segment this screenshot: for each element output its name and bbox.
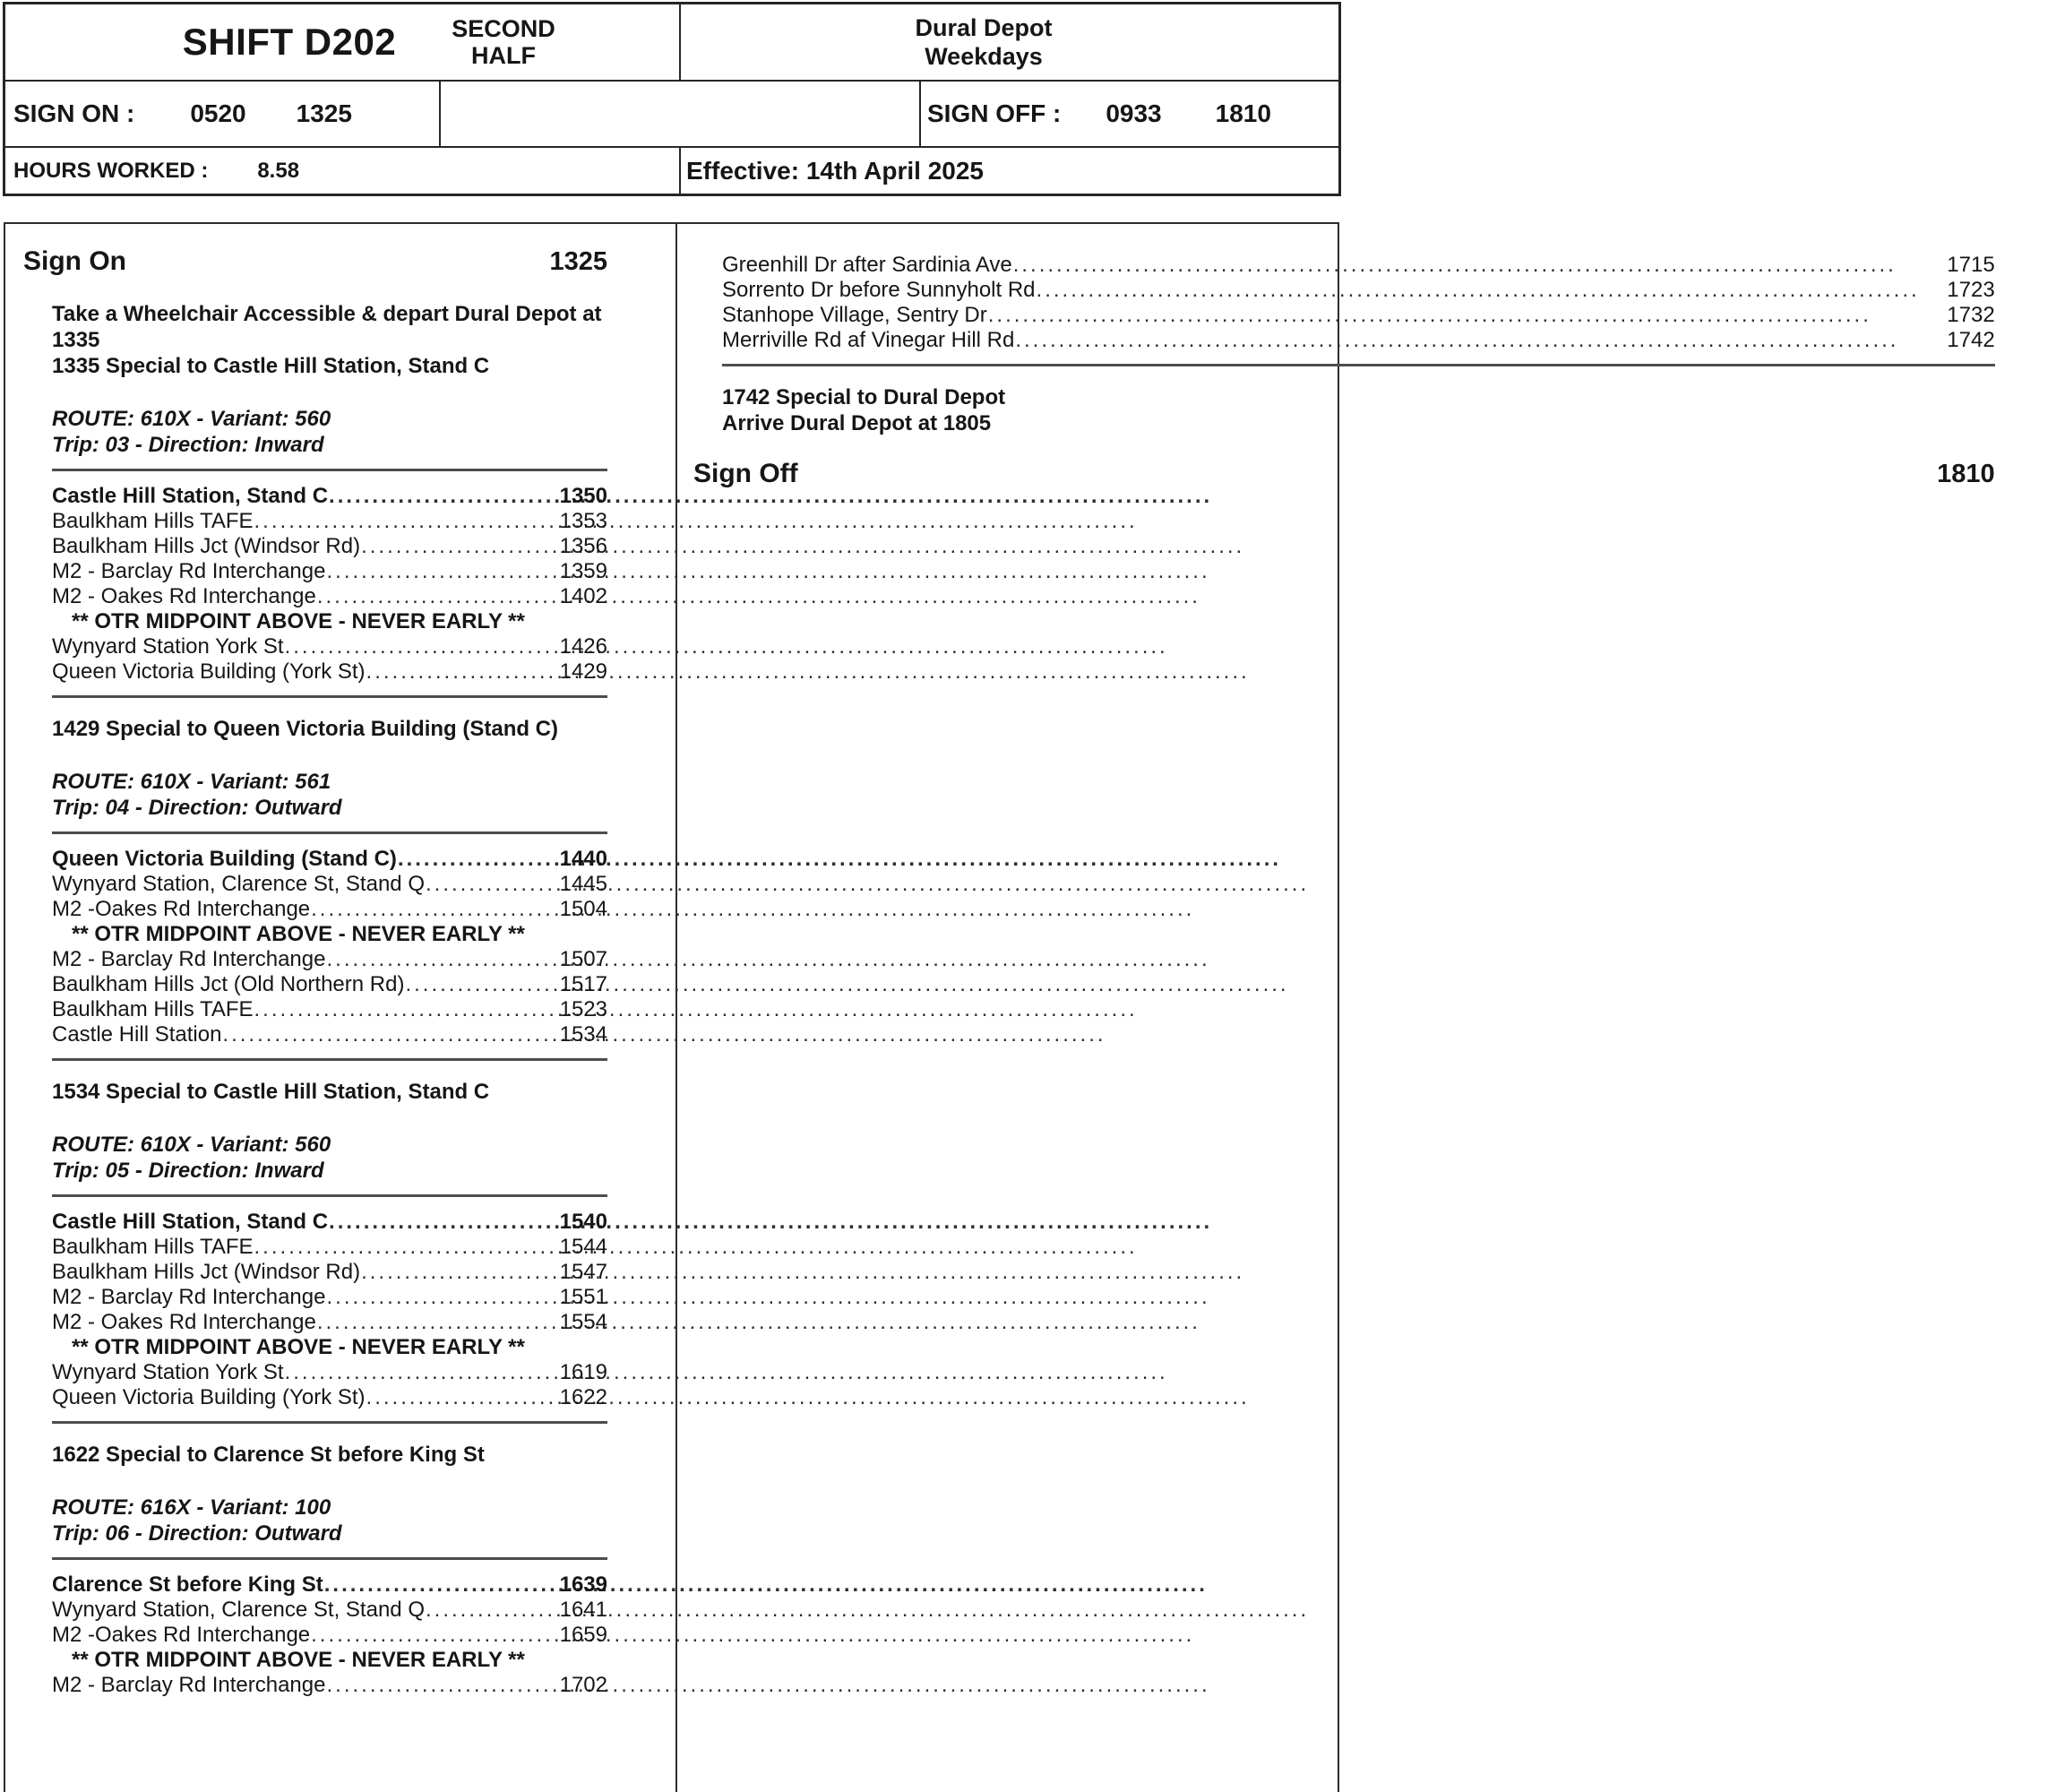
stop-list xyxy=(52,484,607,685)
section-rule xyxy=(52,1194,607,1197)
section-rule xyxy=(52,695,607,698)
header-empty-cell xyxy=(441,82,921,146)
shift-detail-box xyxy=(4,222,1995,1792)
midpoint-note: ** OTR MIDPOINT ABOVE - NEVER EARLY ** xyxy=(72,1335,525,1359)
sign-on-time-1: 0520 xyxy=(190,99,246,127)
section-rule xyxy=(52,1557,607,1560)
dot-leader xyxy=(324,1572,532,1598)
left-column xyxy=(5,224,675,1792)
stop-name: Queen Victoria Building (York St) xyxy=(52,659,366,684)
stop-row xyxy=(52,634,607,659)
stop-row xyxy=(52,509,607,534)
stop-row xyxy=(52,897,607,922)
dot-leader xyxy=(426,872,532,897)
stop-time: 1551 xyxy=(559,1285,607,1309)
stop-name: Baulkham Hills TAFE xyxy=(52,509,254,533)
note-line: 1429 Special to Queen Victoria Building (Stand C) xyxy=(52,717,559,741)
stop-time: 1742 xyxy=(1947,328,1995,352)
route-info-line: ROUTE: 610X - Variant: 561 xyxy=(52,770,331,794)
header-sign-row xyxy=(5,82,1338,148)
stop-name: Wynyard Station, Clarence St, Stand Q xyxy=(52,1598,425,1622)
dot-leader xyxy=(329,1210,532,1235)
dot-leader xyxy=(254,1235,532,1260)
stop-row xyxy=(52,584,607,609)
half-line-1: SECOND xyxy=(452,15,555,42)
stop-name: M2 - Barclay Rd Interchange xyxy=(52,947,326,971)
stop-name: Wynyard Station, Clarence St, Stand Q xyxy=(52,872,425,896)
stop-time: 1440 xyxy=(559,847,607,871)
stop-time: 1619 xyxy=(559,1360,607,1384)
stop-name: M2 - Barclay Rd Interchange xyxy=(52,559,326,583)
stop-name: Queen Victoria Building (Stand C) xyxy=(52,847,397,871)
stop-name: Baulkham Hills TAFE xyxy=(52,1235,254,1259)
section-rule xyxy=(52,831,607,834)
stop-list xyxy=(722,253,1995,353)
stop-name: M2 -Oakes Rd Interchange xyxy=(52,897,311,921)
stop-time: 1429 xyxy=(559,659,607,684)
stop-row xyxy=(52,1360,607,1385)
midpoint-note: ** OTR MIDPOINT ABOVE - NEVER EARLY ** xyxy=(72,1648,525,1672)
dot-leader xyxy=(285,634,532,659)
route-info-block xyxy=(52,769,607,821)
route-info-line: Trip: 04 - Direction: Outward xyxy=(52,796,342,820)
effective-date-cell xyxy=(681,148,1338,194)
route-info-block xyxy=(52,1495,607,1546)
stop-time: 1507 xyxy=(559,947,607,971)
route-info-line: Trip: 03 - Direction: Inward xyxy=(52,433,324,457)
depot-line-2: Weekdays xyxy=(925,43,1043,70)
route-info-block xyxy=(52,1132,607,1184)
stop-row xyxy=(52,1598,607,1623)
stop-name: Baulkham Hills Jct (Windsor Rd) xyxy=(52,534,361,558)
stop-time: 1715 xyxy=(1947,253,1995,277)
sign-off-heading xyxy=(693,458,1995,490)
stop-row xyxy=(722,278,1995,303)
shift-half-label xyxy=(434,15,573,69)
stop-name: M2 - Oakes Rd Interchange xyxy=(52,1310,316,1334)
stop-name: Baulkham Hills Jct (Old Northern Rd) xyxy=(52,972,405,996)
stop-list xyxy=(52,1572,607,1698)
stop-time: 1359 xyxy=(559,559,607,583)
note-line: 1335 Special to Castle Hill Station, Stand C xyxy=(52,354,490,378)
stop-row xyxy=(52,1260,607,1285)
stop-row xyxy=(722,303,1995,328)
stop-time: 1639 xyxy=(559,1572,607,1597)
sign-off-time-2: 1810 xyxy=(1215,99,1271,127)
stop-row xyxy=(52,534,607,559)
note-line: 1534 Special to Castle Hill Station, Stand C xyxy=(52,1080,490,1104)
stop-time: 1732 xyxy=(1947,303,1995,327)
stop-row xyxy=(52,1022,607,1047)
section-rule xyxy=(722,364,1995,366)
sign-on-heading xyxy=(23,246,607,278)
stop-row xyxy=(52,872,607,897)
dot-leader xyxy=(1015,328,1919,353)
route-info-line: Trip: 06 - Direction: Outward xyxy=(52,1521,342,1546)
stop-name: M2 - Barclay Rd Interchange xyxy=(52,1673,326,1697)
stop-name: M2 -Oakes Rd Interchange xyxy=(52,1623,311,1647)
shift-title-cell xyxy=(5,4,681,80)
stop-row xyxy=(52,1285,607,1310)
stop-row xyxy=(52,1385,607,1410)
sign-on-heading-label: Sign On xyxy=(23,246,126,276)
stop-row xyxy=(52,1210,607,1235)
left-segments xyxy=(52,301,607,1698)
depot-cell xyxy=(681,4,1338,80)
stop-list xyxy=(52,1210,607,1410)
stop-time: 1517 xyxy=(559,972,607,996)
route-info-line: ROUTE: 616X - Variant: 100 xyxy=(52,1495,331,1520)
sign-off-time-1: 0933 xyxy=(1106,99,1162,127)
dot-leader xyxy=(326,1673,532,1698)
stop-row xyxy=(52,1572,607,1598)
hours-worked-cell xyxy=(5,148,681,194)
stop-name: Sorrento Dr before Sunnyholt Rd xyxy=(722,278,1036,302)
stop-row xyxy=(52,997,607,1022)
dot-leader xyxy=(398,847,532,872)
effective-date: Effective: 14th April 2025 xyxy=(686,156,984,185)
dot-leader xyxy=(254,997,532,1022)
stop-row xyxy=(52,1623,607,1648)
stop-time: 1402 xyxy=(559,584,607,608)
stop-time: 1659 xyxy=(559,1623,607,1647)
stop-row xyxy=(52,1235,607,1260)
hours-worked-label: HOURS WORKED : xyxy=(13,158,209,183)
sign-off-label: SIGN OFF : xyxy=(927,99,1062,127)
note-line: 1335 xyxy=(52,328,100,352)
dot-leader xyxy=(222,1022,532,1047)
sign-on-label: SIGN ON : xyxy=(13,99,135,127)
note-block xyxy=(52,716,607,742)
stop-time: 1426 xyxy=(559,634,607,659)
header-table xyxy=(3,2,1341,196)
note-block xyxy=(722,384,1995,436)
stop-name: Clarence St before King St xyxy=(52,1572,323,1597)
stop-row xyxy=(722,328,1995,353)
midpoint-note: ** OTR MIDPOINT ABOVE - NEVER EARLY ** xyxy=(72,609,525,633)
stop-time: 1350 xyxy=(559,484,607,508)
stop-time: 1544 xyxy=(559,1235,607,1259)
stop-name: Castle Hill Station xyxy=(52,1022,222,1047)
stop-list xyxy=(52,847,607,1047)
dot-leader xyxy=(1037,278,1920,303)
stop-time: 1723 xyxy=(1947,278,1995,302)
dot-leader xyxy=(366,659,532,685)
dot-leader xyxy=(426,1598,532,1623)
dot-leader xyxy=(361,1260,532,1285)
right-column xyxy=(675,224,2065,1792)
stop-time: 1554 xyxy=(559,1310,607,1334)
stop-time: 1641 xyxy=(559,1598,607,1622)
dot-leader xyxy=(361,534,532,559)
dot-leader xyxy=(1013,253,1920,278)
stop-name: Wynyard Station York St xyxy=(52,1360,284,1384)
note-block xyxy=(52,1079,607,1105)
route-info-block xyxy=(52,406,607,458)
stop-row xyxy=(52,1310,607,1335)
sign-on-heading-time: 1325 xyxy=(549,247,607,276)
stop-name: Wynyard Station York St xyxy=(52,634,284,659)
route-info-line: ROUTE: 610X - Variant: 560 xyxy=(52,1133,331,1157)
dot-leader xyxy=(311,1623,532,1648)
dot-leader xyxy=(988,303,1920,328)
stop-name: Merriville Rd af Vinegar Hill Rd xyxy=(722,328,1015,352)
dot-leader xyxy=(285,1360,532,1385)
stop-row xyxy=(52,972,607,997)
section-rule xyxy=(52,1421,607,1424)
hours-worked-value: 8.58 xyxy=(257,158,300,183)
note-line: Take a Wheelchair Accessible & depart Dural Depot at xyxy=(52,302,602,326)
note-line: 1742 Special to Dural Depot xyxy=(722,385,1006,409)
midpoint-note: ** OTR MIDPOINT ABOVE - NEVER EARLY ** xyxy=(72,922,525,946)
dot-leader xyxy=(326,1285,532,1310)
right-segments xyxy=(722,253,1995,436)
stop-time: 1356 xyxy=(559,534,607,558)
stop-name: Greenhill Dr after Sardinia Ave xyxy=(722,253,1012,277)
stop-time: 1540 xyxy=(559,1210,607,1234)
header-hours-row xyxy=(5,148,1338,194)
stop-time: 1622 xyxy=(559,1385,607,1409)
sign-on-time-2: 1325 xyxy=(296,99,352,127)
stop-name: Stanhope Village, Sentry Dr xyxy=(722,303,987,327)
stop-row xyxy=(52,559,607,584)
section-rule xyxy=(52,469,607,471)
sign-on-cell xyxy=(5,82,441,146)
dot-leader xyxy=(326,559,532,584)
stop-time: 1534 xyxy=(559,1022,607,1047)
stop-row xyxy=(52,1673,607,1698)
section-rule xyxy=(52,1058,607,1061)
stop-time: 1504 xyxy=(559,897,607,921)
dot-leader xyxy=(366,1385,532,1410)
stop-row xyxy=(52,947,607,972)
stop-name: Castle Hill Station, Stand C xyxy=(52,1210,329,1234)
stop-row xyxy=(52,659,607,685)
stop-name: Castle Hill Station, Stand C xyxy=(52,484,329,508)
stop-row xyxy=(722,253,1995,278)
header-title-row xyxy=(5,4,1338,82)
note-block xyxy=(52,301,607,379)
dot-leader xyxy=(317,1310,532,1335)
sign-off-heading-label: Sign Off xyxy=(693,459,798,488)
stop-name: Queen Victoria Building (York St) xyxy=(52,1385,366,1409)
stop-time: 1445 xyxy=(559,872,607,896)
stop-name: Baulkham Hills TAFE xyxy=(52,997,254,1021)
stop-time: 1702 xyxy=(559,1673,607,1697)
depot-line-1: Dural Depot xyxy=(915,14,1053,41)
stop-time: 1523 xyxy=(559,997,607,1021)
route-info-line: Trip: 05 - Direction: Inward xyxy=(52,1159,324,1183)
sign-off-cell xyxy=(921,82,1338,146)
sign-off-heading-time: 1810 xyxy=(1937,460,1995,488)
stop-row xyxy=(52,484,607,509)
shift-title: SHIFT D202 xyxy=(182,21,397,63)
note-block xyxy=(52,1442,607,1468)
route-info-line: ROUTE: 610X - Variant: 560 xyxy=(52,407,331,431)
note-line: 1622 Special to Clarence St before King St xyxy=(52,1443,485,1467)
half-line-2: HALF xyxy=(471,42,536,69)
stop-row xyxy=(52,847,607,872)
dot-leader xyxy=(317,584,532,609)
note-line: Arrive Dural Depot at 1805 xyxy=(722,411,992,435)
stop-time: 1353 xyxy=(559,509,607,533)
dot-leader xyxy=(405,972,532,997)
stop-name: Baulkham Hills Jct (Windsor Rd) xyxy=(52,1260,361,1284)
stop-name: M2 - Oakes Rd Interchange xyxy=(52,584,316,608)
depot-label xyxy=(915,13,1052,71)
stop-time: 1547 xyxy=(559,1260,607,1284)
stop-name: M2 - Barclay Rd Interchange xyxy=(52,1285,326,1309)
dot-leader xyxy=(329,484,532,509)
dot-leader xyxy=(326,947,532,972)
dot-leader xyxy=(254,509,532,534)
dot-leader xyxy=(311,897,532,922)
